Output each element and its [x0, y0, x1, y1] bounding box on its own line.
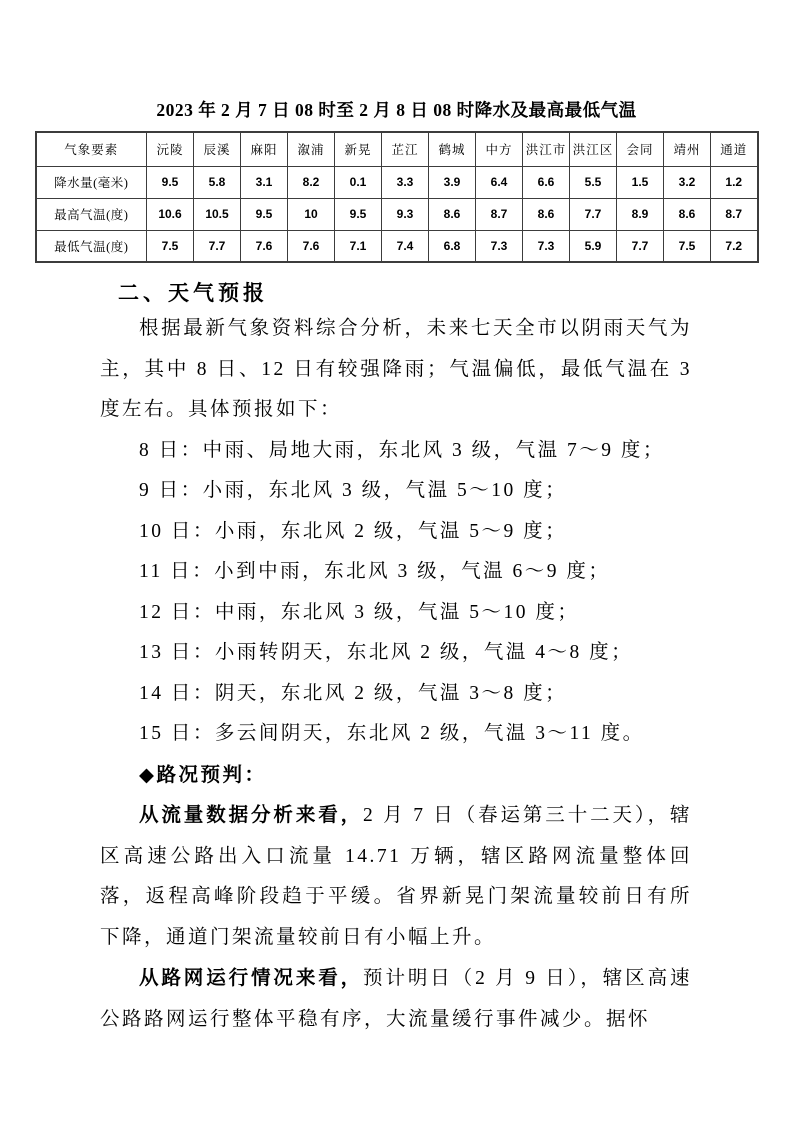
- table-header-row: [36, 132, 758, 166]
- table-header-cell-zhijiang: 芷江: [382, 132, 429, 166]
- forecast-intro-paragraph: 根据最新气象资料综合分析，未来七天全市以阴雨天气为主，其中 8 日、12 日有较强降雨；气温偏低，最低气温在 3 度左右。具体预报如下：: [100, 318, 692, 420]
- table-cell: 7.7: [570, 198, 617, 230]
- table-cell: 6.8: [429, 230, 476, 262]
- table-cell: 7.7: [617, 230, 664, 262]
- table-header-cell-yuanling: 沅陵: [147, 132, 194, 166]
- table-cell: 7.3: [523, 230, 570, 262]
- table-cell: 7.2: [711, 230, 758, 262]
- table-cell: 7.3: [476, 230, 523, 262]
- road-condition-heading: ◆路况预判：: [139, 763, 267, 786]
- table-header-cell-jingzhou: 靖州: [664, 132, 711, 166]
- row-label-max-temp: 最高气温(度): [36, 198, 147, 230]
- table-cell: 10.6: [147, 198, 194, 230]
- table-cell: 5.9: [570, 230, 617, 262]
- forecast-line-day14: 14 日：阴天，东北风 2 级，气温 3～8 度；: [139, 682, 568, 704]
- table-cell: 8.7: [711, 198, 758, 230]
- road-paragraph-text: 2 月 7 日（春运第三十二天），辖区高速公路出入口流量 14.71 万辆，辖区路网流量整体回落，返程高峰阶段趋于平缓。省界新晃门架流量较前日有所下降，通道门架流量较前日有小幅上升。: [100, 805, 692, 948]
- table-cell: 7.5: [664, 230, 711, 262]
- table-cell: 3.1: [241, 166, 288, 198]
- table-cell: 8.7: [476, 198, 523, 230]
- weather-data-table: [35, 131, 759, 263]
- table-cell: 9.5: [335, 198, 382, 230]
- table-row-min-temp: [36, 230, 758, 262]
- table-cell: 7.6: [288, 230, 335, 262]
- forecast-line-day15: 15 日：多云间阴天，东北风 2 级，气温 3～11 度。: [139, 723, 645, 744]
- forecast-line-day13: 13 日：小雨转阴天，东北风 2 级，气温 4～8 度；: [139, 642, 634, 663]
- forecast-line-day9: 9 日：小雨，东北风 3 级，气温 5～10 度；: [139, 480, 568, 501]
- table-cell: 1.2: [711, 166, 758, 198]
- table-cell: 5.5: [570, 166, 617, 198]
- road-paragraph-traffic-volume: [100, 795, 692, 958]
- table-cell: 3.9: [429, 166, 476, 198]
- table-cell: 0.1: [335, 166, 382, 198]
- table-cell: 8.6: [429, 198, 476, 230]
- section-heading-weather-forecast: 二、天气预报: [118, 282, 268, 305]
- table-cell: 10.5: [194, 198, 241, 230]
- table-cell: 3.3: [382, 166, 429, 198]
- table-cell: 8.6: [523, 198, 570, 230]
- table-header-cell-hongjiangshi: 洪江市: [523, 132, 570, 166]
- table-header-cell-element: 气象要素: [36, 132, 147, 166]
- table-cell: 7.5: [147, 230, 194, 262]
- table-header-cell-hecheng: 鹤城: [429, 132, 476, 166]
- table-cell: 5.8: [194, 166, 241, 198]
- row-label-min-temp: 最低气温(度): [36, 230, 147, 262]
- table-cell: 9.3: [382, 198, 429, 230]
- table-title: 2023 年 2 月 7 日 08 时至 2 月 8 日 08 时降水及最高最低气温: [156, 100, 637, 120]
- table-cell: 6.4: [476, 166, 523, 198]
- table-cell: 6.6: [523, 166, 570, 198]
- table-header-cell-hongjiangqu: 洪江区: [570, 132, 617, 166]
- table-row-precipitation: [36, 166, 758, 198]
- table-cell: 9.5: [147, 166, 194, 198]
- row-label-precipitation: 降水量(毫米): [36, 166, 147, 198]
- table-cell: 8.9: [617, 198, 664, 230]
- road-paragraph-text: 预计明日（2 月 9 日），辖区高速公路路网运行整体平稳有序，大流量缓行事件减少。据怀: [100, 968, 692, 1030]
- table-cell: 3.2: [664, 166, 711, 198]
- table-row-max-temp: [36, 198, 758, 230]
- table-header-cell-huitong: 会同: [617, 132, 664, 166]
- forecast-line-day10: 10 日：小雨，东北风 2 级，气温 5～9 度；: [139, 520, 568, 542]
- table-header-cell-mayang: 麻阳: [241, 132, 288, 166]
- forecast-line-day12: 12 日：中雨，东北风 3 级，气温 5～10 度；: [139, 601, 580, 623]
- table-cell: 1.5: [617, 166, 664, 198]
- forecast-line-day8: 8 日：中雨、局地大雨，东北风 3 级，气温 7～9 度；: [139, 439, 665, 461]
- road-paragraph-lead: 从路网运行情况来看，: [139, 967, 364, 989]
- table-cell: 8.6: [664, 198, 711, 230]
- table-cell: 10: [288, 198, 335, 230]
- table-cell: 8.2: [288, 166, 335, 198]
- table-cell: 7.7: [194, 230, 241, 262]
- forecast-line-day11: 11 日：小到中雨，东北风 3 级，气温 6～9 度；: [139, 561, 611, 582]
- road-paragraph-lead: 从流量数据分析来看，: [139, 804, 364, 826]
- table-cell: 7.4: [382, 230, 429, 262]
- table-header-cell-xinhuang: 新晃: [335, 132, 382, 166]
- table-header-cell-zhongfang: 中方: [476, 132, 523, 166]
- table-cell: 7.1: [335, 230, 382, 262]
- table-cell: 9.5: [241, 198, 288, 230]
- body-text-block: [100, 309, 692, 1040]
- road-paragraph-network-operation: [100, 958, 692, 1040]
- table-header-cell-chenxi: 辰溪: [194, 132, 241, 166]
- table-cell: 7.6: [241, 230, 288, 262]
- table-header-cell-xupu: 溆浦: [288, 132, 335, 166]
- table-header-cell-tongdao: 通道: [711, 132, 758, 166]
